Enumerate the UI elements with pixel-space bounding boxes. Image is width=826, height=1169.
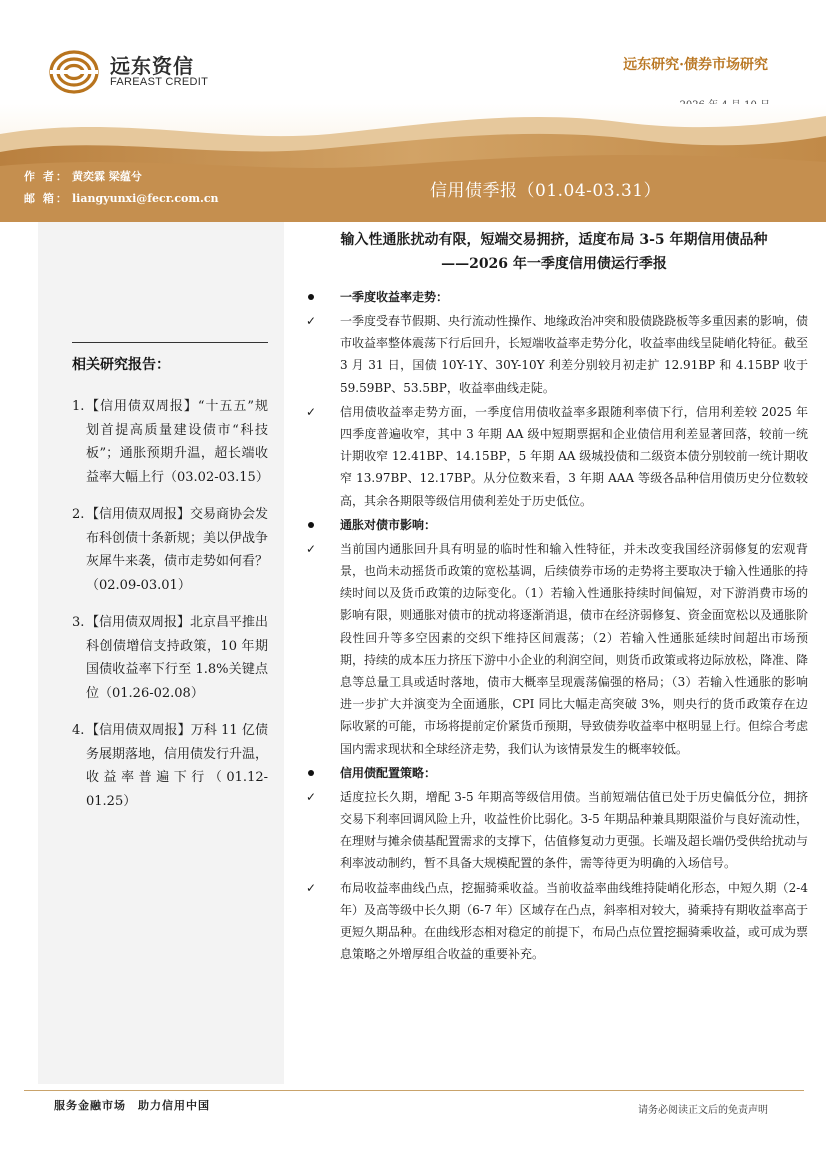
related-reports-list [72, 395, 268, 827]
related-report-item: 3. 【信用债双周报】北京昌平推出科创债增信支持政策，10 年期国债收益率下行至 1.8%关键点位（01.26-02.08） [72, 615, 269, 701]
brand-name-cn: 远东资信 [110, 54, 194, 78]
brand-logo [48, 48, 218, 96]
headline: 输入性通胀扰动有限，短端交易拥挤，适度布局 3-5 年期信用债品种 [340, 232, 768, 248]
check-icon: ✓ [306, 404, 317, 419]
sidebar-divider [72, 342, 268, 343]
bullet-icon [308, 294, 314, 300]
section-title: 信用债配置策略： [300, 762, 808, 784]
brand-name-en: FAREAST CREDIT [110, 76, 209, 88]
section-paragraph: ✓ 当前国内通胀回升具有明显的临时性和输入性特征，并未改变我国经济弱修复的宏观背景，也尚未动摇货币政策的宽松基调，后续债券市场的走势将主要取决于输入性通胀的持续时间以及货币政策的边际变化。（1）若输入性通胀持续时间偏短，对下游消费市场的影响有限，则通胀对债市的扰动将逐渐消退，债市在经济弱修复、资金面宽松以及通胀阶段性回升等多空因素的交织下维持区间震荡；（2）若输入性通胀延续时间超出市场预期，持续的成本压力挤压下游中小企业的利润空间，则货币政策或将边际放松，降准、降息等总量工具或适时落地，债市大概率呈现震荡偏强的格局；（3）若输入性通胀的影响进一步扩大并演变为全面通胀，CPI 同比大幅走高突破 3%，则央行的货币政策存在边际收紧的可能，市场将提前定价紧货币预期，导致债券收益率中枢明显上行。但综合考虑国内需求现状和全球经济走势，我们认为该情景发生的概率较低。 [300, 538, 808, 760]
email-address: liangyunxi@fecr.com.cn [72, 192, 219, 205]
check-icon: ✓ [306, 541, 317, 556]
email-line [24, 190, 219, 206]
author-line [24, 168, 142, 184]
report-series: 远东研究·债券市场研究 [623, 57, 768, 73]
section-paragraph: ✓ 信用债收益率走势方面，一季度信用债收益率多跟随利率债下行，信用利差较 2025 年四季度普遍收窄，其中 3 年期 AA 级中短期票据和企业债信用利差显著回落，较前一统计期收窄 12.41BP、14.15BP，5 年期 AA 级城投债和二级资本债分别较前一统计期收窄 13.97BP、12.17BP。从分位数来看，3 年期 AAA 等级各品种信用债历史分位数较高，其余各期限等级信用债利差处于历史低位。 [300, 401, 808, 512]
email-label: 邮 箱： [24, 192, 69, 205]
section-paragraph: ✓ 适度拉长久期，增配 3-5 年期高等级信用债。当前短端估值已处于历史偏低分位，拥挤交易下利率回调风险上升，收益性价比弱化。3-5 年期品种兼具期限溢价与良好流动性，在理财与摊余债基配置需求的支撑下，估值修复动力更强。长端及超长端仍受供给扰动与利率波动制约，暂不具备大规模配置的条件，需等待更为明确的入场信号。 [300, 786, 808, 875]
footer-slogan: 服务金融市场 助力信用中国 [54, 1099, 210, 1112]
footer-disclaimer: 请务必阅读正文后的免责声明 [638, 1105, 768, 1116]
bullet-icon [308, 522, 314, 528]
section-paragraph: ✓ 布局收益率曲线凸点，挖掘骑乘收益。当前收益率曲线维持陡峭化形态，中短久期（2-4 年）及高等级中长久期（6-7 年）区域存在凸点，斜率相对较大，骑乘持有期收益率高于更短久期品种。在曲线形态相对稳定的前提下，布局凸点位置挖掘骑乘收益，或可成为票息策略之外增厚组合收益的重要补充。 [300, 877, 808, 966]
author-names: 黄奕霖 梁蕴兮 [72, 170, 142, 183]
related-reports-heading: 相关研究报告： [72, 357, 170, 373]
related-report-item: 4. 【信用债双周报】万科 11 亿债务展期落地，信用债发行升温，收益率普遍下行（01.12-01.25） [72, 723, 269, 809]
report-title: 信用债季报（01.04-03.31） [430, 181, 662, 201]
related-report-item: 2. 【信用债双周报】交易商协会发布科创债十条新规；美以伊战争灰犀牛来袭，债市走势如何看？（02.09-03.01） [72, 507, 269, 593]
subheadline: ——2026 年一季度信用债运行季报 [441, 256, 667, 272]
section-paragraph: ✓ 一季度受春节假期、央行流动性操作、地缘政治冲突和股债跷跷板等多重因素的影响，债市收益率整体震荡下行后回升，长短端收益率走势分化，收益率曲线呈陡峭化特征。截至 3 月 31 日，国债 10Y-1Y、30Y-10Y 利差分别较月初走扩 12.91BP 和 4.15BP 收于 59.59BP、53.5BP，收益率曲线走陡。 [300, 310, 808, 399]
main-content [300, 228, 808, 967]
check-icon: ✓ [306, 880, 317, 895]
check-icon: ✓ [306, 789, 317, 804]
header-band [0, 104, 826, 222]
related-report-item: 1. 【信用债双周报】“十五五”规划首提高质量建设债市“科技板”；通胀预期升温，超长端收益率大幅上行（03.02-03.15） [72, 399, 269, 485]
bullet-icon [308, 770, 314, 776]
author-label: 作 者： [24, 170, 69, 183]
section-title: 通胀对债市影响： [300, 514, 808, 536]
footer-divider [24, 1090, 804, 1091]
check-icon: ✓ [306, 314, 317, 328]
fareast-logo-icon [48, 48, 102, 96]
section-title: 一季度收益率走势： [300, 286, 808, 308]
